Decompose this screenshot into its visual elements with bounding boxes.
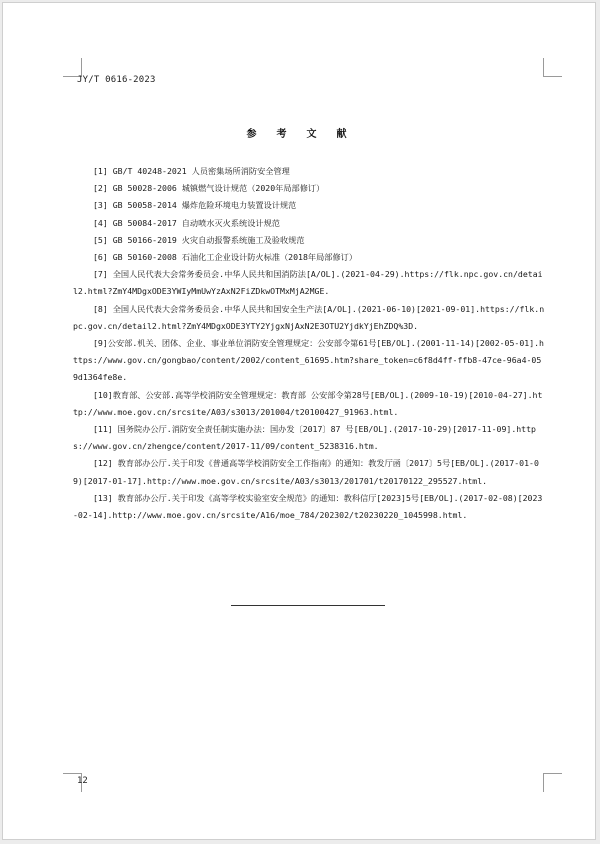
standard-code: JY/T 0616-2023 <box>77 75 156 85</box>
reference-item: [3] GB 50058-2014 爆炸危险环境电力装置设计规范 <box>93 200 297 211</box>
document-page <box>2 2 596 840</box>
reference-item: [10]教育部、公安部.高等学校消防安全管理规定：教育部 公安部令第28号[EB/OL].(2009-10-19)[2010-04-27].http://www.moe.gov.cn/srcsite/A03/s3013/201004/t20100427_91963.html. <box>73 389 543 417</box>
reference-item: [2] GB 50028-2006 城镇燃气设计规范（2020年局部修订） <box>93 183 325 194</box>
reference-item: [9]公安部.机关、团体、企业、事业单位消防安全管理规定：公安部令第61号[EB/OL].(2001-11-14)[2002-05-01].https://www.gov.cn/gongbao/content/2002/content_61695.htm?share_token=c6f8d4ff-ffb8-47ce-96a4-059d1364fe8e. <box>73 338 544 383</box>
reference-list <box>73 163 545 524</box>
crop-mark-top-right <box>543 58 562 77</box>
reference-item: [13] 教育部办公厅.关于印发《高等学校实验室安全规范》的通知：教科信厅[2023]5号[EB/OL].(2017-02-08)[2023-02-14].http://www.moe.gov.cn/srcsite/A16/moe_784/202302/t20230220_1045998.html. <box>73 492 543 521</box>
reference-item: [6] GB 50160-2008 石油化工企业设计防火标准（2018年局部修订） <box>93 252 358 263</box>
page-number: 12 <box>77 776 88 786</box>
end-divider <box>231 605 385 606</box>
reference-item: [8] 全国人民代表大会常务委员会.中华人民共和国安全生产法[A/OL].(2021-06-10)[2021-09-01].https://flk.npc.gov.cn/detail2.html?ZmY4MDgxODE3YTY2YjgxNjAxN2E3OTU2YjdkYjEhZDQ%3D. <box>73 303 545 331</box>
reference-item: [12] 教育部办公厅.关于印发《普通高等学校消防安全工作指南》的通知：教发厅函〔2017〕5号[EB/OL].(2017-01-09)[2017-01-17].http://www.moe.gov.cn/srcsite/A03/s3013/201701/t20170122_295527.html. <box>73 458 539 486</box>
reference-item: [1] GB/T 40248-2021 人员密集场所消防安全管理 <box>93 166 290 176</box>
reference-item: [5] GB 50166-2019 火灾自动报警系统施工及验收规范 <box>93 234 305 245</box>
crop-mark-bottom-right <box>543 773 562 792</box>
reference-item: [11] 国务院办公厅.消防安全责任制实施办法：国办发〔2017〕87 号[EB/OL].(2017-10-29)[2017-11-09].https://www.gov.cn/zhengce/content/2017-11/09/content_5238316.htm. <box>73 424 536 452</box>
reference-item: [4] GB 50084-2017 自动喷水灭火系统设计规范 <box>93 217 280 228</box>
section-title: 参 考 文 献 <box>246 129 354 140</box>
reference-item: [7] 全国人民代表大会常务委员会.中华人民共和国消防法[A/OL].(2021-04-29).https://flk.npc.gov.cn/detail2.html?ZmY4MDgxODE3YWIyMmUwYzAxN2FiZDkwOTMxMjA2MGE. <box>73 269 543 297</box>
